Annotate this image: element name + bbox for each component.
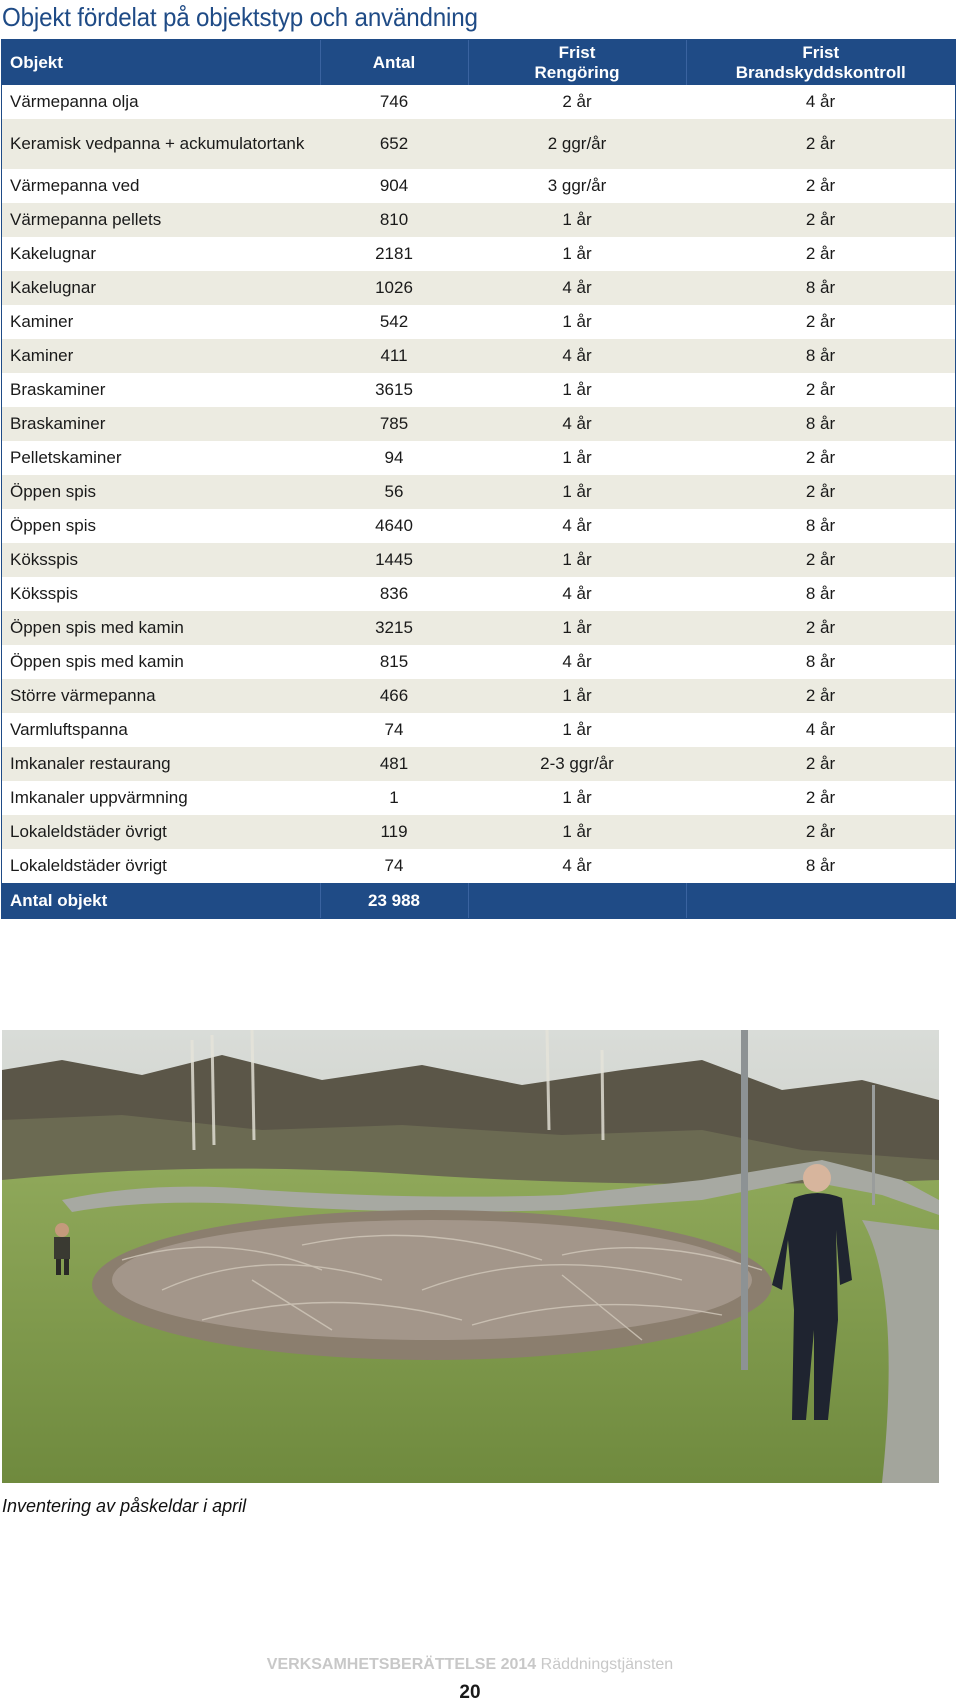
footer-report-title: VERKSAMHETSBERÄTTELSE 2014 [266, 1656, 537, 1673]
cell-rengoring: 2-3 ggr/år [540, 754, 614, 773]
cell-objekt: Varmluftspanna [10, 720, 128, 739]
objects-table [2, 40, 955, 918]
cell-objekt: Braskaminer [10, 414, 106, 433]
table-row [2, 543, 955, 577]
cell-antal: 74 [384, 856, 404, 875]
header-frist-brand-line2: Brandskyddskontroll [735, 62, 906, 82]
cell-rengoring: 1 år [562, 312, 592, 331]
cell-objekt: Kakelugnar [10, 278, 97, 297]
photo-caption: Inventering av påskeldar i april [2, 1496, 247, 1516]
cell-rengoring: 1 år [562, 244, 592, 263]
header-frist-rengoring-line2: Rengöring [534, 62, 620, 82]
cell-rengoring: 1 år [562, 482, 592, 501]
header-objekt: Objekt [2, 40, 320, 85]
table-row [2, 611, 955, 645]
table-row [2, 85, 955, 119]
table-row [2, 475, 955, 509]
cell-brand: 2 år [805, 312, 836, 331]
cell-objekt: Värmepanna olja [10, 92, 139, 111]
cell-objekt: Värmepanna pellets [10, 210, 162, 229]
cell-antal: 652 [379, 134, 409, 153]
cell-objekt: Imkanaler uppvärmning [10, 788, 188, 807]
cell-rengoring: 1 år [562, 380, 592, 399]
cell-brand: 2 år [805, 550, 836, 569]
cell-objekt: Öppen spis med kamin [10, 652, 184, 671]
cell-brand: 2 år [805, 618, 836, 637]
cell-objekt: Imkanaler restaurang [10, 754, 171, 773]
table-row [2, 679, 955, 713]
header-frist-rengoring [468, 40, 686, 85]
table-row [2, 169, 955, 203]
cell-rengoring: 4 år [562, 652, 592, 671]
table-row [2, 339, 955, 373]
cell-brand: 4 år [805, 92, 836, 111]
cell-objekt: Öppen spis med kamin [10, 618, 184, 637]
cell-rengoring: 1 år [562, 210, 592, 229]
cell-antal: 810 [379, 210, 409, 229]
cell-objekt: Värmepanna ved [10, 176, 140, 195]
cell-rengoring: 4 år [562, 346, 592, 365]
cell-rengoring: 4 år [562, 516, 592, 535]
cell-brand: 8 år [805, 346, 836, 365]
cell-objekt: Öppen spis [10, 482, 96, 501]
cell-rengoring: 1 år [562, 550, 592, 569]
cell-objekt: Braskaminer [10, 380, 106, 399]
footer-department: Räddningstjänsten [540, 1656, 674, 1673]
table-row [2, 747, 955, 781]
table-row [2, 407, 955, 441]
total-antal: 23 988 [320, 883, 468, 918]
cell-objekt: Kaminer [10, 312, 74, 331]
table-row [2, 305, 955, 339]
table-row [2, 781, 955, 815]
cell-antal: 815 [379, 652, 409, 671]
table-row [2, 645, 955, 679]
cell-brand: 2 år [805, 380, 836, 399]
cell-rengoring: 1 år [562, 448, 592, 467]
cell-rengoring: 3 ggr/år [547, 176, 607, 195]
cell-objekt: Större värmepanna [10, 686, 156, 705]
page-footer [0, 1656, 940, 1674]
cell-brand: 8 år [805, 652, 836, 671]
cell-antal: 56 [384, 482, 404, 501]
cell-objekt: Köksspis [10, 584, 79, 603]
cell-brand: 8 år [805, 584, 836, 603]
table-row [2, 237, 955, 271]
page-title: Objekt fördelat på objektstyp och användning [2, 2, 478, 32]
cell-brand: 4 år [805, 720, 836, 739]
header-antal: Antal [320, 40, 468, 85]
table-row [2, 849, 955, 883]
cell-rengoring: 1 år [562, 720, 592, 739]
cell-objekt: Kaminer [10, 346, 74, 365]
cell-rengoring: 1 år [562, 618, 592, 637]
cell-brand: 8 år [805, 516, 836, 535]
header-frist-rengoring-line1: Frist [558, 42, 596, 62]
cell-brand: 2 år [805, 788, 836, 807]
total-empty-2 [686, 883, 955, 918]
table-header-row [2, 40, 955, 85]
table-row [2, 119, 955, 169]
cell-rengoring: 2 år [562, 92, 592, 111]
cell-rengoring: 2 ggr/år [547, 134, 607, 153]
photo-easter-bonfire [2, 1030, 939, 1483]
photo-illustration [2, 1030, 939, 1483]
header-frist-brand-line1: Frist [802, 42, 840, 62]
cell-antal: 2181 [375, 244, 413, 263]
table-row [2, 815, 955, 849]
cell-antal: 74 [384, 720, 404, 739]
cell-antal: 836 [379, 584, 409, 603]
cell-objekt: Öppen spis [10, 516, 96, 535]
page-number: 20 [459, 1682, 481, 1703]
cell-objekt: Lokaleldstäder övrigt [10, 856, 167, 875]
cell-antal: 1 [389, 788, 399, 807]
table-row [2, 713, 955, 747]
table-row [2, 509, 955, 543]
cell-brand: 2 år [805, 244, 836, 263]
table-row [2, 373, 955, 407]
cell-antal: 785 [379, 414, 409, 433]
cell-antal: 94 [384, 448, 404, 467]
cell-objekt: Lokaleldstäder övrigt [10, 822, 167, 841]
header-frist-brandskyddskontroll [686, 40, 955, 85]
cell-brand: 2 år [805, 686, 836, 705]
cell-brand: 2 år [805, 822, 836, 841]
cell-antal: 4640 [375, 516, 413, 535]
cell-brand: 8 år [805, 414, 836, 433]
cell-objekt: Kakelugnar [10, 244, 97, 263]
cell-rengoring: 4 år [562, 414, 592, 433]
cell-antal: 1026 [375, 278, 413, 297]
cell-antal: 411 [380, 346, 408, 365]
cell-rengoring: 1 år [562, 686, 592, 705]
cell-antal: 542 [379, 312, 409, 331]
cell-brand: 2 år [805, 754, 836, 773]
cell-brand: 2 år [805, 448, 836, 467]
table-row [2, 577, 955, 611]
cell-rengoring: 1 år [562, 822, 592, 841]
cell-rengoring: 4 år [562, 584, 592, 603]
cell-brand: 2 år [805, 210, 836, 229]
table-total-row [2, 883, 955, 918]
cell-brand: 2 år [805, 176, 836, 195]
cell-objekt: Köksspis [10, 550, 79, 569]
cell-rengoring: 4 år [562, 856, 592, 875]
total-empty-1 [468, 883, 686, 918]
table-row [2, 271, 955, 305]
cell-brand: 2 år [805, 134, 836, 153]
cell-rengoring: 1 år [562, 788, 592, 807]
cell-rengoring: 4 år [562, 278, 592, 297]
cell-antal: 481 [379, 754, 409, 773]
cell-brand: 8 år [805, 278, 836, 297]
cell-brand: 2 år [805, 482, 836, 501]
cell-objekt: Keramisk vedpanna + ackumulatortank [10, 134, 305, 153]
cell-antal: 1445 [375, 550, 413, 569]
cell-antal: 3215 [375, 618, 413, 637]
cell-brand: 8 år [805, 856, 836, 875]
cell-antal: 466 [379, 686, 409, 705]
total-label: Antal objekt [2, 883, 320, 918]
cell-antal: 746 [379, 92, 409, 111]
cell-antal: 3615 [375, 380, 413, 399]
table-row [2, 441, 955, 475]
cell-antal: 904 [379, 176, 409, 195]
cell-antal: 119 [380, 822, 408, 841]
cell-objekt: Pelletskaminer [10, 448, 122, 467]
table-row [2, 203, 955, 237]
